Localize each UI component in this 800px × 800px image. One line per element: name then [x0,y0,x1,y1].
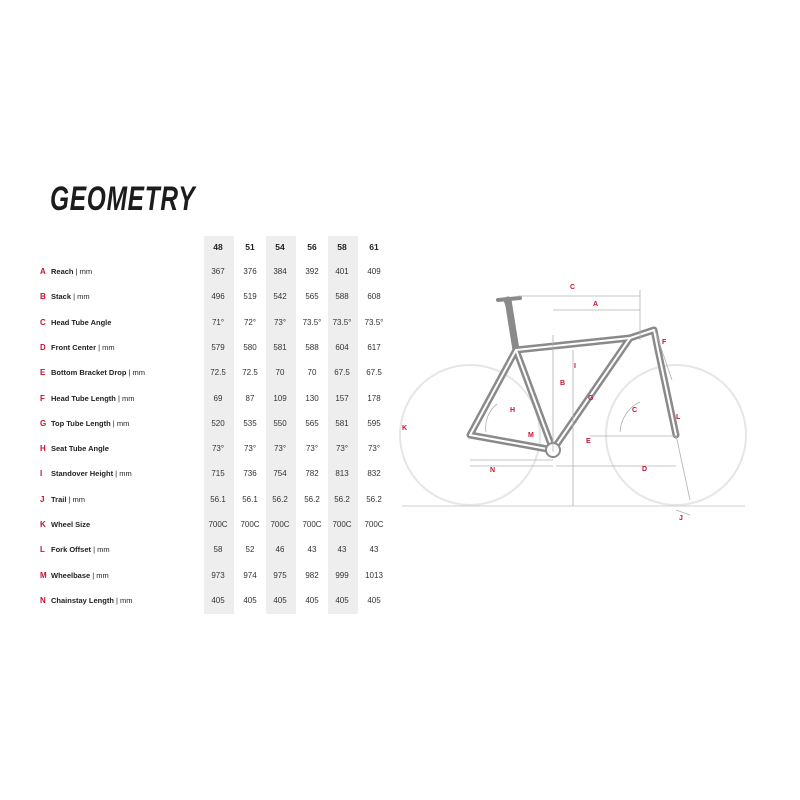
table-cell: 73° [273,444,287,454]
table-cell: 974 [243,570,257,580]
table-cell: 405 [305,595,319,605]
table-cell: 73° [305,444,319,454]
row-name: Wheel Size [51,520,91,529]
table-cell: 43 [307,545,317,555]
table-cell: 588 [305,342,319,352]
row-letter: B [40,292,46,302]
row-name: Head Tube Angle [51,317,112,327]
table-cell: 392 [305,267,319,276]
table-cell: 52 [245,545,255,555]
table-cell: 700C [364,520,384,529]
size-header: 56 [307,242,317,252]
table-cell: 58 [213,545,223,555]
table-cell: 581 [335,418,349,428]
table-cell: 520 [211,418,225,428]
table-cell: 581 [273,342,287,352]
table-cell: 405 [367,595,381,605]
diagram-label-b: B [560,380,566,387]
table-cell: 43 [369,545,379,555]
table-cell: 700C [208,520,228,529]
table-cell: 87 [245,393,255,403]
table-cell: 70 [307,368,317,378]
table-cell: 67.5 [366,368,382,378]
row-unit: | mm [71,292,90,302]
row-letter: H [40,444,46,454]
table-cell: 71° [211,317,225,327]
row-name: Fork Offset [51,545,92,555]
table-cell: 409 [367,267,381,276]
table-cell: 608 [367,292,381,302]
table-cell: 69 [213,393,223,403]
row-name: Front Center [51,342,96,352]
table-cell: 975 [273,570,287,580]
table-cell: 1013 [365,570,383,580]
table-cell: 73° [273,317,287,327]
table-cell: 700C [270,520,290,529]
row-unit: | mm [110,418,130,428]
table-cell: 595 [367,418,381,428]
row-letter: A [40,267,46,276]
table-cell: 832 [367,469,381,479]
table-cell: 72.5 [242,368,258,378]
table-cell: 401 [335,267,349,276]
table-cell: 130 [305,393,319,403]
table-cell: 56.2 [304,494,320,504]
table-cell: 157 [335,393,349,403]
table-cell: 700C [302,520,322,529]
table-cell: 496 [211,292,225,302]
row-letter: G [40,418,47,428]
diagram-label-g: G [588,395,594,402]
table-cell: 999 [335,570,349,580]
row-letter: D [40,342,46,352]
size-header: 51 [245,242,255,252]
size-header: 61 [369,242,379,252]
table-cell: 56.2 [272,494,288,504]
table-cell: 405 [335,595,349,605]
table-cell: 56.1 [242,494,258,504]
table-cell: 813 [335,469,349,479]
row-name: Seat Tube Angle [51,444,109,454]
row-name: Reach [51,267,74,276]
row-letter: F [40,393,45,403]
diagram-label-c2: C [632,407,638,414]
page-title: GEOMETRY [50,180,196,218]
diagram-label-e: E [586,438,591,445]
table-cell: 73.5° [332,317,352,327]
row-unit: | mm [66,494,86,504]
row-letter: M [40,570,47,580]
row-letter: K [40,520,46,529]
row-unit: | mm [90,570,109,580]
row-unit: | mm [113,595,133,605]
table-cell: 43 [337,545,347,555]
row-unit: | mm [91,545,110,555]
table-cell: 550 [273,418,287,428]
table-cell: 46 [275,545,285,555]
table-cell: 580 [243,342,257,352]
table-cell: 405 [211,595,225,605]
table-cell: 73.5° [302,317,322,327]
row-name: Head Tube Length [51,393,116,403]
table-cell: 973 [211,570,225,580]
table-cell: 535 [243,418,257,428]
table-cell: 736 [243,469,257,479]
row-name: Wheelbase [51,570,91,580]
diagram-label-f: F [662,339,667,346]
table-cell: 72° [243,317,257,327]
table-cell: 178 [367,393,381,403]
row-unit: | mm [126,368,146,378]
table-cell: 73° [367,444,381,454]
table-cell: 519 [243,292,257,302]
table-cell: 56.2 [366,494,382,504]
size-header: 48 [213,242,223,252]
table-cell: 565 [305,418,319,428]
row-unit: | mm [73,267,93,276]
diagram-label-n: N [490,467,496,474]
row-name: Bottom Bracket Drop [51,368,127,378]
table-cell: 700C [332,520,352,529]
table-cell: 73° [211,444,225,454]
table-cell: 617 [367,342,381,352]
diagram-label-k: K [402,425,408,432]
table-cell: 588 [335,292,349,302]
table-cell: 700C [240,520,260,529]
row-letter: L [40,545,45,555]
row-name: Stack [51,292,72,302]
table-cell: 109 [273,393,287,403]
table-cell: 982 [305,570,319,580]
diagram-label-h: H [510,407,516,414]
table-cell: 405 [243,595,257,605]
table-cell: 405 [273,595,287,605]
table-cell: 67.5 [334,368,350,378]
table-cell: 565 [305,292,319,302]
diagram-label-i: I [574,363,576,370]
table-cell: 367 [211,267,225,276]
table-cell: 56.1 [210,494,226,504]
size-header: 58 [337,242,347,252]
diagram-label-m: M [528,432,534,439]
row-name: Trail [51,494,67,504]
table-cell: 73° [243,444,257,454]
table-cell: 376 [243,267,257,276]
diagram-label-l: L [676,414,681,421]
row-unit: | mm [113,469,132,479]
diagram-label-a: A [593,301,599,308]
row-letter: C [40,317,46,327]
table-cell: 72.5 [210,368,226,378]
table-cell: 754 [273,469,287,479]
table-cell: 579 [211,342,225,352]
diagram-label-d: D [642,466,648,473]
table-cell: 384 [273,267,287,276]
row-name: Standover Height [51,469,114,479]
table-cell: 73° [335,444,349,454]
row-unit: | mm [115,393,135,403]
table-cell: 73.5° [364,317,384,327]
row-letter: I [40,469,43,479]
row-name: Top Tube Length [51,418,111,428]
table-cell: 715 [211,469,225,479]
table-cell: 604 [335,342,349,352]
table-cell: 56.2 [334,494,350,504]
diagram-label-c: C [570,284,576,291]
diagram-label-j: J [679,515,683,522]
table-cell: 782 [305,469,319,479]
size-header: 54 [275,242,285,252]
row-letter: J [40,494,45,504]
row-unit: | mm [96,342,115,352]
table-cell: 70 [275,368,285,378]
row-name: Chainstay Length [51,595,114,605]
row-letter: N [40,595,46,605]
row-letter: E [40,368,46,378]
table-cell: 542 [273,292,287,302]
